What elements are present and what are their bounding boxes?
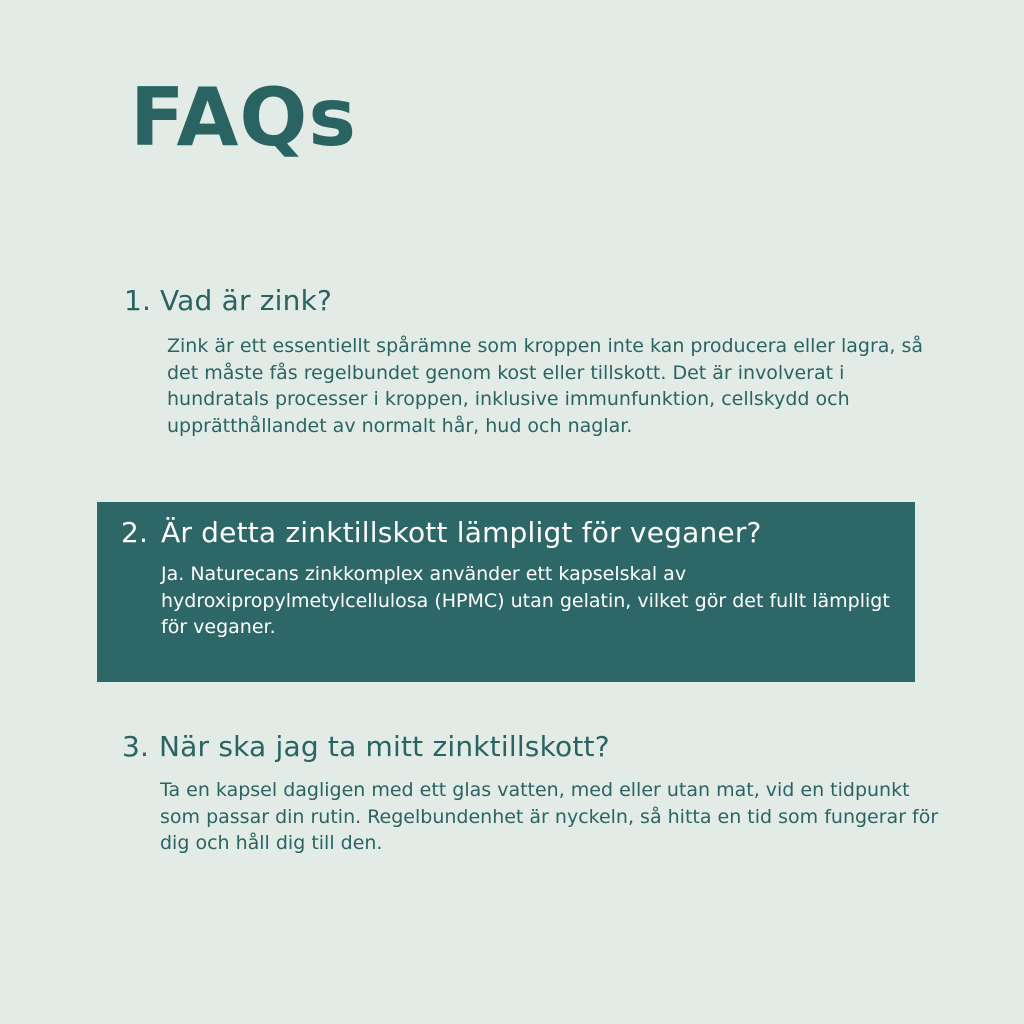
faq-number-2: 2. [121,516,149,549]
faq-question-text-2: Är detta zinktillskott lämpligt för veganer? [161,516,762,549]
faq-item-1 [124,284,944,439]
faq-answer-1: Zink är ett essentiellt spårämne som kroppen inte kan producera eller lagra, så det måste fås regelbundet genom kost eller tillskott. Det är involverat i hundratals processer i kroppen, inklusive immunfunktion, cellskydd och upprätthållandet av normalt hår, hud och naglar. [167,335,924,437]
faq-item-3 [122,730,962,857]
faq-question-3 [122,730,962,763]
faq-number-1: 1. [124,284,152,317]
faq-question-2 [121,516,915,549]
faq-answer-3: Ta en kapsel dagligen med ett glas vatten, med eller utan mat, vid en tidpunkt som passar din rutin. Regelbundenhet är nyckeln, så hitta en tid som fungerar för dig och håll dig till den. [160,779,939,854]
faq-answer-2: Ja. Naturecans zinkkomplex använder ett kapselskal av hydroxipropylmetylcellulosa (HPMC) utan gelatin, vilket gör det fullt lämpligt för veganer. [161,563,890,638]
faq-question-1 [124,284,944,317]
faq-item-2-highlighted [97,502,915,682]
faq-number-3: 3. [122,730,150,763]
page-title: FAQs [130,71,358,164]
faq-question-text-3: När ska jag ta mitt zinktillskott? [159,730,610,763]
faq-question-text-1: Vad är zink? [160,284,333,317]
